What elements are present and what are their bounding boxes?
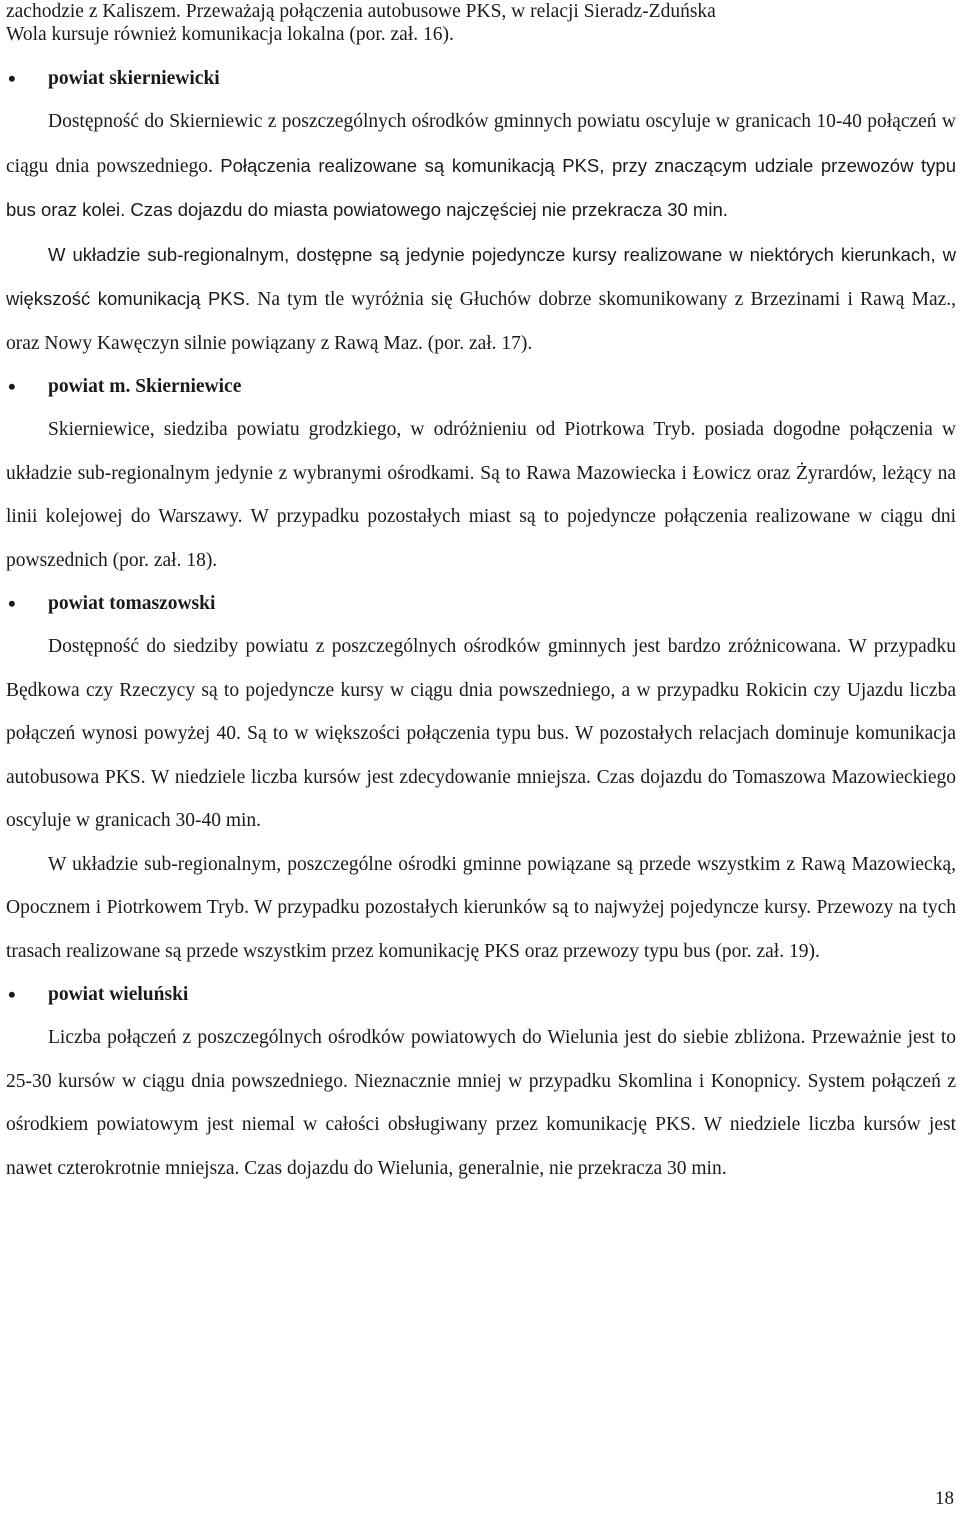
paragraph-sans-part: W układzie sub-regionalnym, dostępne są jedynie pojedyncze kursy realizowane w niektórych kierunkach, w większość komunikacją PKS.	[6, 243, 956, 309]
section-heading-text: powiat skierniewicki	[48, 67, 220, 89]
paragraph-sans-part: Połączenia realizowane są komunikacją PKS, przy znaczącym udziale przewozów typu bus oraz kolei. Czas dojazdu do miasta powiatowego najczęściej nie przekracza 30 min.	[6, 154, 957, 220]
section-heading-text: powiat m. Skierniewice	[48, 375, 242, 397]
paragraph-tomaszowski-1: Dostępność do siedziby powiatu z poszczególnych ośrodków gminnych jest bardzo zróżnicowana. W przypadku Będkowa czy Rzeczycy są to pojedyncze kursy w ciągu dnia powszedniego, a w przypadku Rokicin czy Ujazdu liczba połączeń wynosi powyżej 40. Są to w większości połączenia typu bus. W pozostałych relacjach dominuje komunikacja autobusowa PKS. W niedziele liczba kursów jest zdecydowanie mniejsza. Czas dojazdu do Tomaszowa Mazowieckiego oscyluje w granicach 30-40 min.	[6, 636, 956, 831]
bullet-icon: •	[8, 590, 16, 616]
paragraph-tomaszowski-2: W układzie sub-regionalnym, poszczególne ośrodki gminne powiązane są przede wszystkim z Rawą Mazowiecką, Opocznem i Piotrkowem Tryb. W przypadku pozostałych kierunków są to najwyżej pojedyncze kursy. Przewozy na tych trasach realizowane są przede wszystkim przez komunikację PKS oraz przewozy typu bus (por. zał. 19).	[6, 853, 956, 962]
paragraph-skierniewice: Skierniewice, siedziba powiatu grodzkiego, w odróżnieniu od Piotrkowa Tryb. posiada dogodne połączenia w układzie sub-regionalnym jedynie z wybranymi ośrodkami. Są to Rawa Mazowiecka i Łowicz oraz Żyrardów, leżący na linii kolejowej do Warszawy. W przypadku pozostałych miast są to pojedyncze połączenia realizowane w ciągu dni powszednich (por. zał. 18).	[6, 419, 956, 571]
section-heading-text: powiat tomaszowski	[48, 592, 216, 614]
bullet-icon: •	[8, 373, 16, 399]
paragraph-serif-part: Dostępność do Skierniewic z poszczególnych ośrodków gminnych powiatu oscyluje w granicach 10-40 połączeń w ciągu dnia powszedniego.	[6, 111, 956, 177]
bullet-icon: •	[8, 981, 16, 1007]
document-page	[6, 0, 956, 1190]
paragraph-serif-part: Na tym tle wyróżnia się Głuchów dobrze skomunikowany z Brzezinami i Rawą Maz., oraz Nowy Kawęczyn silnie powiązany z Rawą Maz. (por. zał. 17).	[6, 289, 957, 354]
paragraph-skierniewicki-1	[6, 100, 956, 233]
paragraph-wielunski: Liczba połączeń z poszczególnych ośrodków powiatowych do Wielunia jest do siebie zbliżona. Przeważnie jest to 25-30 kursów w ciągu dnia powszedniego. Nieznacznie mniej w przypadku Skomlina i Konopnicy. System połączeń z ośrodkiem powiatowym jest niemal w całości obsługiwany przez komunikację PKS. W niedziele liczba kursów jest nawet czterokrotnie mniejsza. Czas dojazdu do Wielunia, generalnie, nie przekracza 30 min.	[6, 1027, 956, 1179]
section-heading-text: powiat wieluński	[48, 983, 189, 1005]
paragraph-skierniewicki-2	[6, 233, 956, 366]
page-number: 18	[935, 1488, 954, 1509]
bullet-icon: •	[8, 65, 16, 91]
intro-paragraph	[6, 0, 956, 46]
section-heading-wielunski	[6, 973, 956, 1016]
section-heading-skierniewicki	[6, 57, 956, 100]
section-heading-skierniewice	[6, 365, 956, 408]
intro-line-1: zachodzie z Kaliszem. Przeważają połączenia autobusowe PKS, w relacji Sieradz-Zduńska	[6, 1, 716, 22]
intro-line-2: Wola kursuje również komunikacja lokalna (por. zał. 16).	[6, 24, 454, 45]
section-heading-tomaszowski	[6, 582, 956, 625]
